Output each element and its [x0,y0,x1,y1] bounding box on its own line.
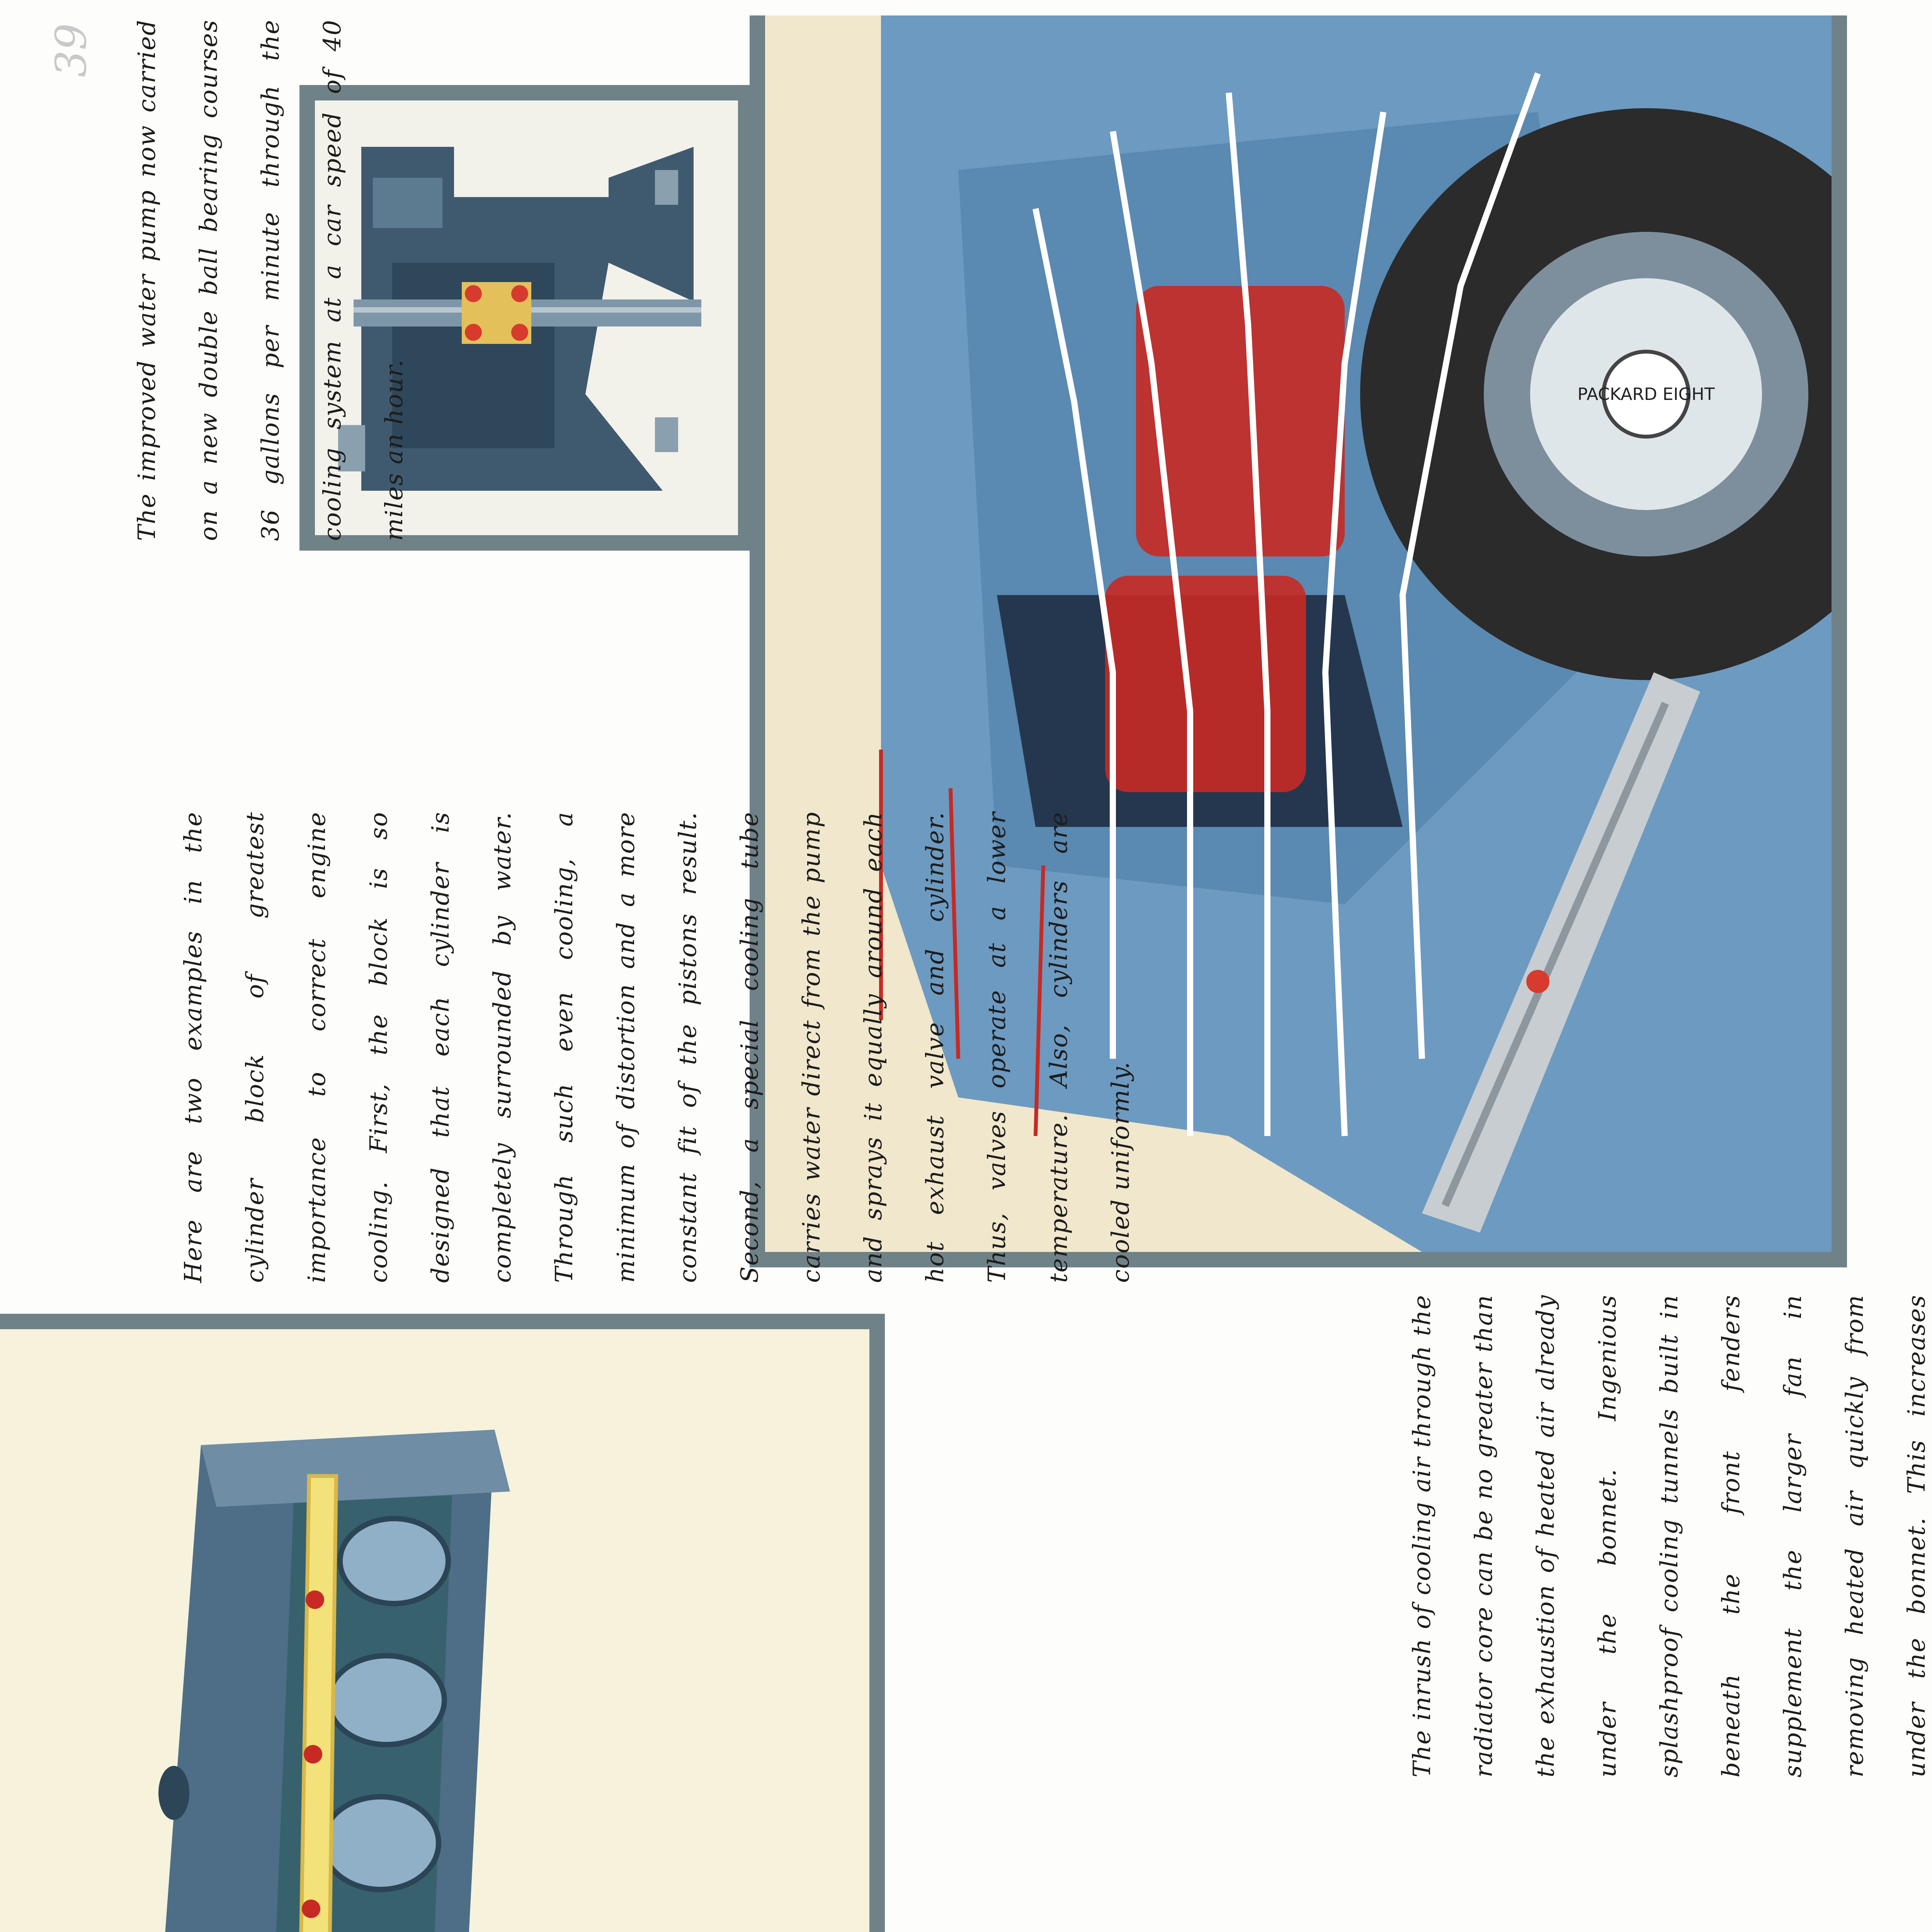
water-pump-caption [116,19,425,541]
cylinder-block-illustration [0,1329,869,1932]
cylinder-block-drawing [0,1329,869,1932]
page-number: 39 [46,23,96,77]
water-pump-caption-text: The improved water pump now carried on a new double ball bearing courses 36 gallons per minute through the cooling system at a car speed of 40 miles an hour. [133,19,408,541]
cooling-air-caption-text: The inrush of cooling air through the radiator core can be no greater than the exhaustion of heated air already under the bonnet. Ingenious splashproof cooling tunnels built in beneath the front fenders supplement the larger fan in removing heated air quickly from under the bonnet. This increases [1408,1294,1930,1777]
hubcap-text: PACKARD EIGHT [1577,384,1715,404]
cylinder-block-caption-text: Here are two examples in the cylinder block of greatest importance to correct engine cooling. First, the block is so designed that each cylinder is completely surrounded by water. Through such even cooling, a minimum of distortion and a more constant fit of the pistons result. Second, a special cooling tube carries water direct from the pump and sprays it equally around each hot exhaust valve and cylinder. Thus, valves operate at a lower temperature. Also, cylinders are cooled uniformly. [179,811,1134,1283]
cooling-air-caption [1391,1294,1932,1777]
cylinder-block-frame [0,1314,885,1932]
cylinder-block-caption [162,811,1151,1283]
